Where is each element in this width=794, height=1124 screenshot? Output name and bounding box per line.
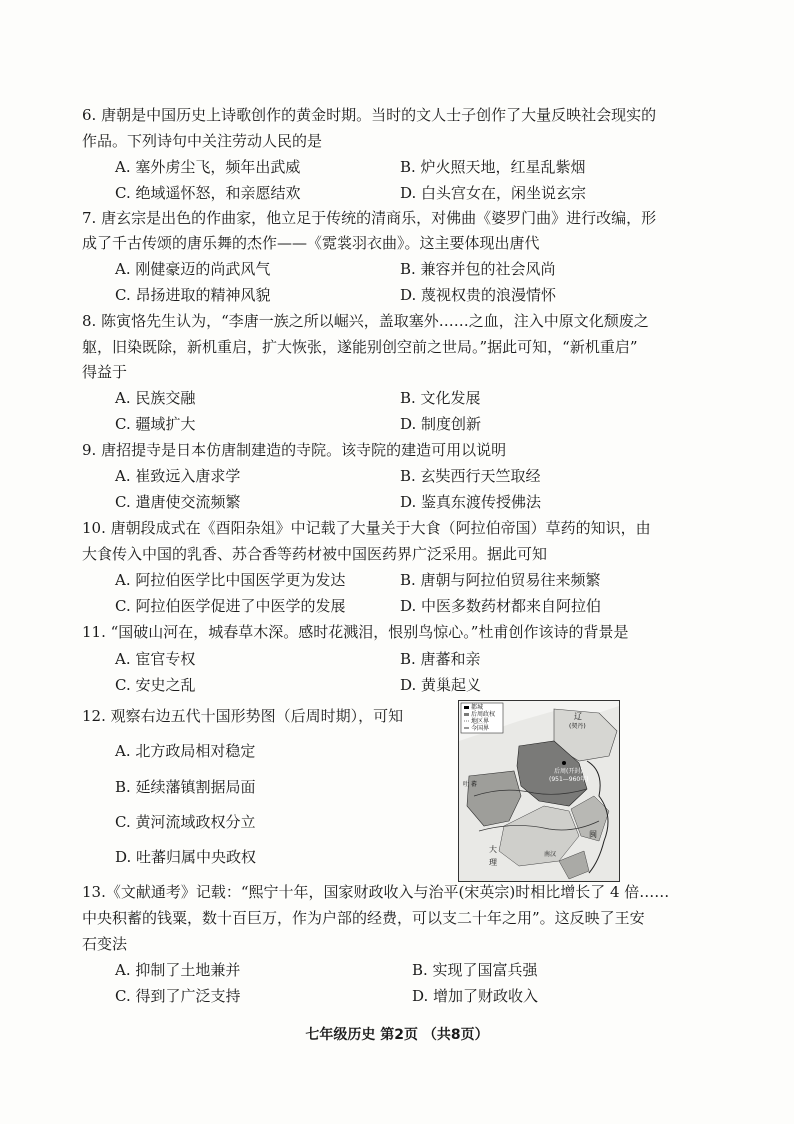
map-legend-later-zhou: 后周政权 — [471, 711, 496, 718]
q6-option-a: A. 塞外虏尘飞，频年出武威 — [115, 158, 301, 176]
q13-option-b: B. 实现了国富兵强 — [412, 961, 538, 979]
q8-option-b: B. 文化发展 — [400, 389, 481, 407]
q10-option-b: B. 唐朝与阿拉伯贸易往来频繁 — [400, 571, 601, 589]
q10-stem-line-1: 10. 唐朝段成式在《酉阳杂俎》中记载了大量关于大食（阿拉伯帝国）草药的知识，由 — [82, 519, 651, 537]
map-label-southern-han: 南汉 — [544, 851, 557, 858]
q9-option-b: B. 玄奘西行天竺取经 — [400, 467, 541, 485]
q9-option-c: C. 遣唐使交流频繁 — [115, 493, 241, 511]
q8-stem-line-2: 躯，旧染既除，新机重启，扩大恢张，遂能别创空前之世局。”据此可知，“新机重启” — [82, 338, 638, 356]
q11-option-a: A. 宦官专权 — [115, 650, 196, 668]
map-label-da: 大 — [489, 845, 497, 854]
q13-stem-line-1: 13.《文献通考》记载：“熙宁十年，国家财政收入与治平(宋英宗)时相比增长了 4 倍…… — [82, 883, 670, 901]
map-label-tubo: 吐 蕃 — [463, 781, 477, 788]
q12-option-b: B. 延续藩镇割据局面 — [115, 778, 256, 796]
q11-option-c: C. 安史之乱 — [115, 676, 196, 694]
five-dynasties-map — [458, 700, 620, 882]
map-label-min: 闽 — [589, 830, 597, 839]
q8-option-c: C. 疆域扩大 — [115, 415, 196, 433]
q13-option-c: C. 得到了广泛支持 — [115, 987, 241, 1005]
q8-stem-line-1: 8. 陈寅恪先生认为，“李唐一族之所以崛兴，盖取塞外……之血，注入中原文化颓废之 — [82, 312, 649, 330]
q6-stem-line-2: 作品。下列诗句中关注劳动人民的是 — [82, 132, 323, 150]
q6-option-b: B. 炉火照天地，红星乱紫烟 — [400, 158, 586, 176]
map-label-li: 理 — [489, 858, 497, 867]
q12-option-c: C. 黄河流域政权分立 — [115, 813, 256, 831]
q6-stem-line-1: 6. 唐朝是中国历史上诗歌创作的黄金时期。当时的文人士子创作了大量反映社会现实的 — [82, 106, 657, 124]
q9-option-d: D. 鉴真东渡传授佛法 — [400, 493, 542, 511]
q10-stem-line-2: 大食传入中国的乳香、苏合香等药材被中国医药界广泛采用。据此可知 — [82, 545, 548, 563]
q9-stem-line-1: 9. 唐招提寺是日本仿唐制建造的寺院。该寺院的建造可用以说明 — [82, 441, 507, 459]
q11-option-b: B. 唐蕃和亲 — [400, 650, 481, 668]
q12-option-d: D. 吐蕃归属中央政权 — [115, 848, 257, 866]
q7-option-a: A. 刚健豪迈的尚武风气 — [115, 260, 271, 278]
q8-option-d: D. 制度创新 — [400, 415, 482, 433]
q10-option-c: C. 阿拉伯医学促进了中医学的发展 — [115, 597, 346, 615]
q12-option-a: A. 北方政局相对稳定 — [115, 742, 256, 760]
q10-option-a: A. 阿拉伯医学比中国医学更为发达 — [115, 571, 346, 589]
q7-stem-line-2: 成了千古传颂的唐乐舞的杰作——《霓裳羽衣曲》。这主要体现出唐代 — [82, 234, 540, 252]
q8-option-a: A. 民族交融 — [115, 389, 196, 407]
map-label-khitan: (契丹) — [569, 723, 586, 730]
map-legend-capital: 都城 — [471, 704, 484, 711]
map-label-dates: (951—960年) — [549, 776, 589, 783]
q9-option-a: A. 崔致远入唐求学 — [115, 467, 241, 485]
map-legend-region-border: 地区界 — [471, 718, 490, 725]
q7-option-c: C. 昂扬进取的精神风貌 — [115, 286, 271, 304]
q7-option-d: D. 蔑视权贵的浪漫情怀 — [400, 286, 557, 304]
map-label-later-zhou-kaifeng: 后周(开封) — [554, 768, 583, 775]
q11-option-d: D. 黄巢起义 — [400, 676, 482, 694]
q6-option-d: D. 白头宫女在，闲坐说玄宗 — [400, 184, 587, 202]
q7-option-b: B. 兼容并包的社会风尚 — [400, 260, 556, 278]
q13-stem-line-3: 石变法 — [82, 935, 128, 953]
q10-option-d: D. 中医多数药材都来自阿拉伯 — [400, 597, 602, 615]
map-label-liao: 辽 — [574, 712, 582, 721]
q7-stem-line-1: 7. 唐玄宗是出色的作曲家，他立足于传统的清商乐，对佛曲《婆罗门曲》进行改编，形 — [82, 209, 657, 227]
q13-option-a: A. 抑制了土地兼并 — [115, 961, 241, 979]
q13-option-d: D. 增加了财政收入 — [412, 987, 539, 1005]
q13-stem-line-2: 中央积蓄的钱粟，数十百巨万，作为户部的经费，可以支二十年之用”。这反映了王安 — [82, 909, 645, 927]
q8-stem-line-3: 得益于 — [82, 363, 128, 381]
page-footer: 七年级历史 第2页 （共8页） — [305, 1027, 489, 1043]
map-legend-national-border: 今国界 — [471, 725, 490, 732]
q6-option-c: C. 绝域遥怀怒，和亲愿结欢 — [115, 184, 301, 202]
q12-stem-line-1: 12. 观察右边五代十国形势图（后周时期），可知 — [82, 707, 404, 725]
q11-stem-line-1: 11. “国破山河在，城春草木深。感时花溅泪，恨别鸟惊心。”杜甫创作该诗的背景是 — [82, 623, 629, 641]
